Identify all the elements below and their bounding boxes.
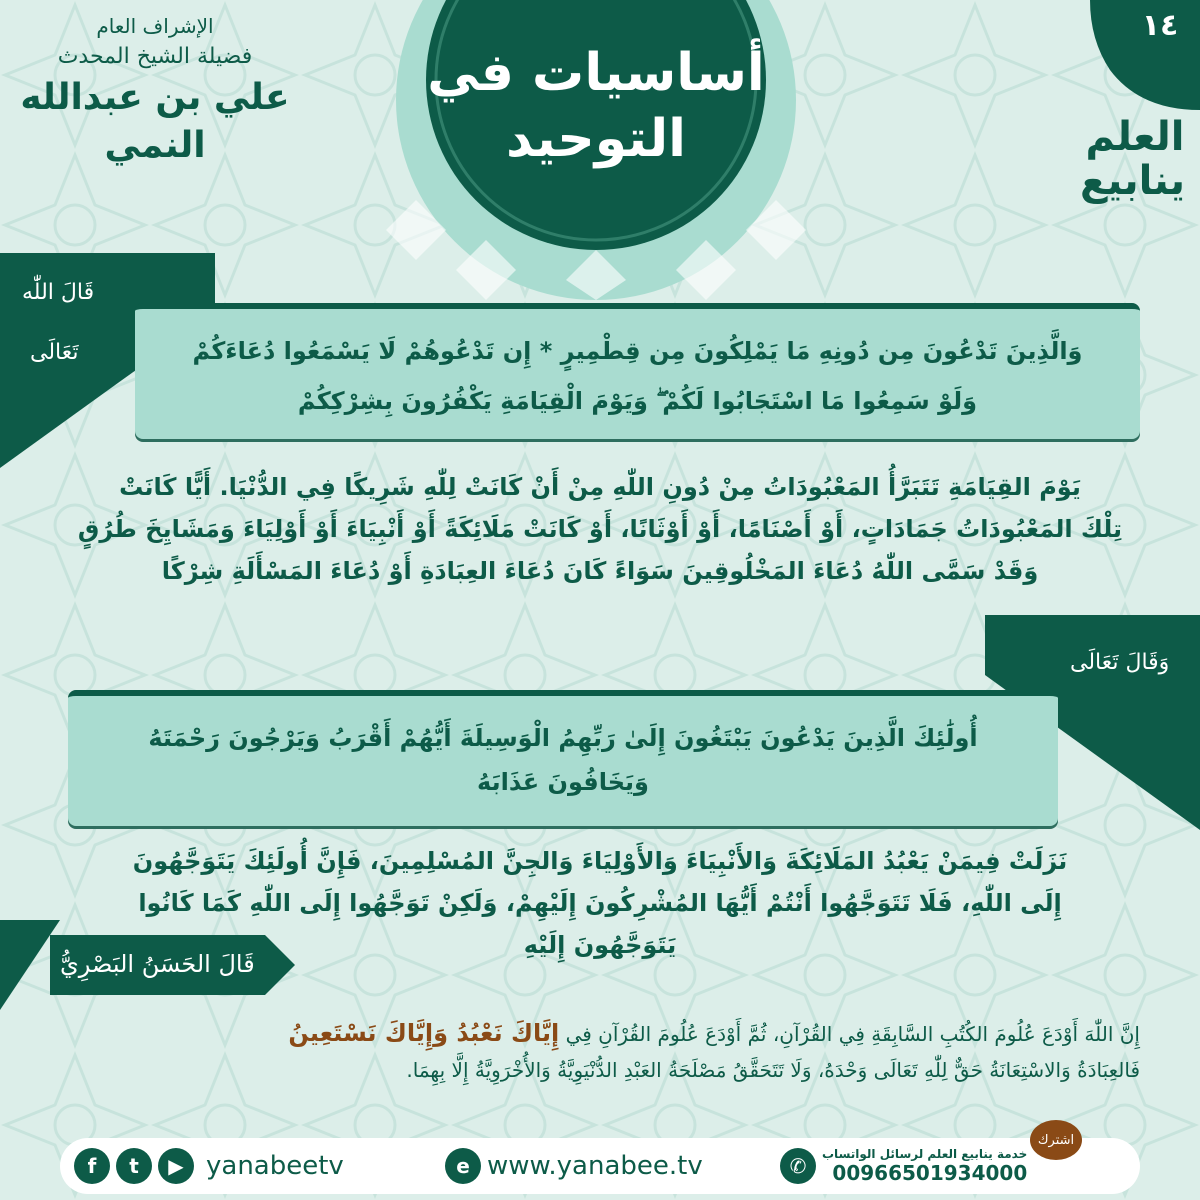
- page-title: [356, 40, 836, 172]
- sheikh-credit: [20, 12, 290, 170]
- whatsapp-caption: خدمة ينابيع العلم لرسائل الواتساب: [822, 1147, 1028, 1161]
- brand-logo-line-2: ينابيع: [1079, 158, 1185, 204]
- credit-line-1: الإشراف العام: [96, 14, 214, 38]
- website-url[interactable]: www.yanabee.tv: [487, 1151, 703, 1181]
- subscribe-button[interactable]: اشترك: [1030, 1120, 1082, 1160]
- social-links: [74, 1138, 344, 1194]
- quote-highlight: إِيَّاكَ نَعْبُدُ وَإِيَّاكَ نَسْتَعِينُ: [288, 1019, 560, 1047]
- quote-line-2: فَالعِبَادَةُ وَالاسْتِعَانَةُ حَقٌّ لِلّٰهِ تَعَالَى وَحْدَهُ، وَلَا تَتَحَقَّقُ مَصْلَحَةُ العَبْدِ الدُّنْيَوِيَّةُ وَالأُخْرَوِيَّةُ إِلَّا بِهِمَا.: [406, 1058, 1140, 1082]
- section1-label-line-2: تَعَالَى: [30, 340, 79, 365]
- quote-line-1: إِنَّ اللّٰهَ أَوْدَعَ عُلُومَ الكُتُبِ السَّابِقَةِ فِي القُرْآنِ، ثُمَّ أَوْدَعَ عُلُومَ القُرْآنِ فِي: [565, 1022, 1140, 1046]
- whatsapp-service[interactable]: [780, 1138, 1027, 1194]
- youtube-icon[interactable]: ▶: [158, 1148, 194, 1184]
- commentary-1: [30, 466, 1170, 592]
- footer-bar: [60, 1138, 1140, 1194]
- section3-label: قَالَ الحَسَنُ البَصْرِيُّ: [60, 950, 255, 978]
- commentary-2-line-1: نَزَلَتْ فِيمَنْ يَعْبُدُ المَلَائِكَةَ وَالأَنْبِيَاءَ وَالأَوْلِيَاءَ وَالجِنَّ المُسْلِمِينَ، فَإِنَّ أُولَئِكَ يَتَوَجَّهُونَ: [132, 847, 1068, 875]
- credit-line-2: فضيلة الشيخ المحدث: [57, 44, 253, 69]
- web-icon: e: [445, 1148, 481, 1184]
- ayah-1-line-2: وَلَوْ سَمِعُوا مَا اسْتَجَابُوا لَكُمْ ۖ وَيَوْمَ الْقِيَامَةِ يَكْفُرُونَ بِشِرْكِكُمْ: [297, 387, 978, 415]
- page-number: ١٤: [1141, 8, 1179, 43]
- credit-line-3: علي بن عبدالله النمي: [20, 77, 290, 166]
- facebook-icon[interactable]: f: [74, 1148, 110, 1184]
- commentary-2-line-2: إِلَى اللّٰهِ، فَلَا تَتَوَجَّهُوا أَنْتُمْ أَيُّهَا المُشْرِكُونَ إِلَيْهِمْ، وَلَكِنْ تَوَجَّهُوا إِلَى اللّٰهِ كَمَا كَانُوا: [138, 889, 1062, 917]
- whatsapp-number[interactable]: 00966501934000: [832, 1161, 1028, 1185]
- ayah-1-line-1: وَالَّذِينَ تَدْعُونَ مِن دُونِهِ مَا يَمْلِكُونَ مِن قِطْمِيرٍ * إِن تَدْعُوهُمْ لَا يَسْمَعُوا دُعَاءَكُمْ: [192, 337, 1083, 365]
- ayah-box-1: [135, 303, 1140, 439]
- brand-logo: [1079, 114, 1185, 275]
- ayah-2-line-2: وَيَخَافُونَ عَذَابَهُ: [477, 768, 649, 796]
- commentary-2-line-3: يَتَوَجَّهُونَ إِلَيْهِ: [523, 931, 677, 959]
- title-line-2: التوحيد: [506, 109, 686, 169]
- section2-label: وَقَالَ تَعَالَى: [1070, 650, 1170, 675]
- title-line-1: أساسيات في: [427, 43, 765, 103]
- commentary-1-line-2: تِلْكَ المَعْبُودَاتُ جَمَادَاتٍ، أَوْ أَصْنَامًا، أَوْ أَوْثَانًا، أَوْ كَانَتْ مَلَائِكَةً أَوْ أَنْبِيَاءَ أَوْ أَوْلِيَاءَ وَمَشَايِخَ طُرُقٍ: [77, 515, 1123, 543]
- section1-label-line-1: قَالَ اللّٰه: [22, 280, 95, 305]
- ayah-2-line-1: أُولَٰئِكَ الَّذِينَ يَدْعُونَ يَبْتَغُونَ إِلَىٰ رَبِّهِمُ الْوَسِيلَةَ أَيُّهُمْ أَقْرَبُ وَيَرْجُونَ رَحْمَتَهُ: [148, 724, 978, 752]
- commentary-1-line-1: يَوْمَ القِيَامَةِ تَتَبَرَّأُ المَعْبُودَاتُ مِنْ دُونِ اللّٰهِ مِنْ أَنْ كَانَتْ لِلّٰهِ شَرِيكًا فِي الدُّنْيَا. أَيًّا كَانَتْ: [119, 473, 1081, 501]
- website-link[interactable]: [445, 1138, 703, 1194]
- ayah-box-2: [68, 690, 1058, 826]
- twitter-icon[interactable]: t: [116, 1148, 152, 1184]
- social-handle[interactable]: yanabeetv: [206, 1151, 344, 1181]
- whatsapp-icon: ✆: [780, 1148, 816, 1184]
- commentary-1-line-3: وَقَدْ سَمَّى اللّٰهُ دُعَاءَ المَخْلُوقِينَ سَوَاءً كَانَ دُعَاءَ العِبَادَةِ أَوْ دُعَاءَ المَسْأَلَةِ شِرْكًا: [161, 557, 1039, 585]
- brand-logo-line-1: العلم: [1085, 114, 1185, 160]
- hasan-quote: [60, 1015, 1140, 1088]
